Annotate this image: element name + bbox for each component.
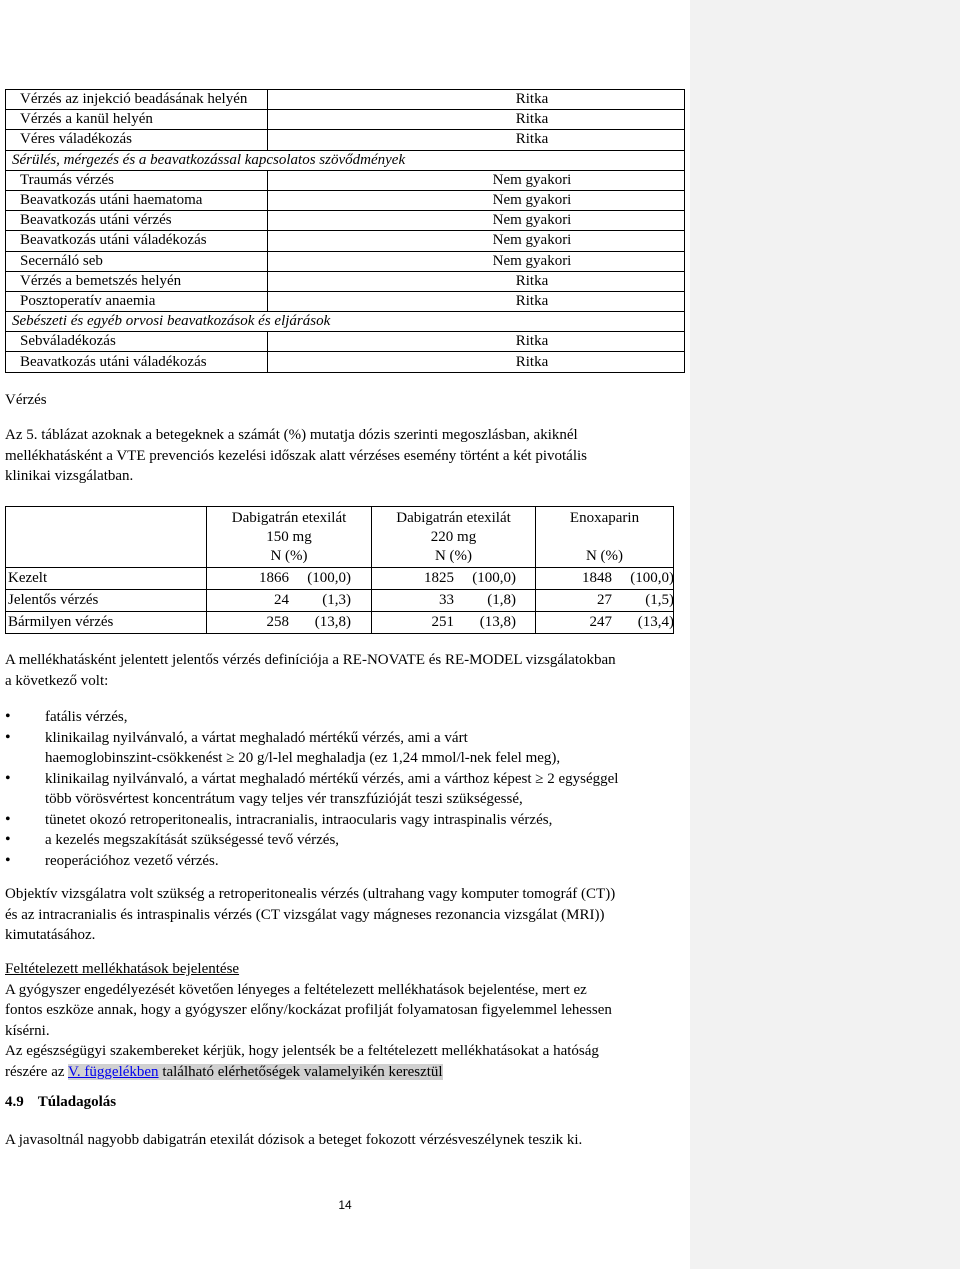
count-value: 1825 (424, 570, 454, 586)
table-row (6, 612, 674, 634)
list-item-line: • a kezelés megszakítását szükségessé tevő vérzés, (45, 832, 340, 848)
appendix-v-link[interactable]: V. függelékben (68, 1063, 159, 1080)
section-number: 4.9 (5, 1094, 24, 1110)
list-item (5, 728, 705, 769)
frequency-cell: Nem gyakori (268, 231, 685, 251)
table-row (6, 352, 685, 372)
count-value: 27 (597, 592, 612, 608)
list-item-line: • fatális vérzés, (45, 709, 128, 725)
objective-line: kimutatásához. (5, 927, 96, 943)
count-value: 1866 (259, 570, 289, 586)
value-cell (207, 612, 372, 634)
frequency-cell: Ritka (268, 332, 685, 352)
list-item (5, 851, 705, 872)
table-row (6, 291, 685, 311)
empty-header-cell (6, 507, 207, 568)
term-cell: Beavatkozás utáni haematoma (6, 190, 268, 210)
table-row (6, 110, 685, 130)
highlighted-text: található elérhetőségek valamelyikén keresztül (158, 1063, 443, 1080)
overdose-paragraph: A javasoltnál nagyobb dabigatrán etexilát dózisok a beteget fokozott vérzésveszélynek teszik ki. (5, 1132, 583, 1148)
intro-line: Az 5. táblázat azoknak a betegeknek a számát (%) mutatja dózis szerinti megoszlásban, akiknél (5, 427, 578, 443)
value-cell (207, 590, 372, 612)
section-title: Túladagolás (37, 1094, 117, 1110)
frequency-cell: Ritka (268, 271, 685, 291)
value-cell (372, 590, 536, 612)
row-label: Bármilyen vérzés (6, 612, 207, 634)
frequency-cell: Ritka (268, 110, 685, 130)
frequency-cell: Ritka (268, 291, 685, 311)
table-header-row (6, 507, 674, 568)
percent-value: (13,8) (479, 614, 516, 630)
value-cell (536, 590, 674, 612)
list-item (5, 810, 705, 831)
term-cell: Beavatkozás utáni vérzés (6, 211, 268, 231)
definition-line: a következő volt: (5, 672, 109, 689)
table-row (6, 332, 685, 352)
term-cell: Traumás vérzés (6, 170, 268, 190)
frequency-cell: Nem gyakori (268, 251, 685, 271)
term-cell: Secernáló seb (6, 251, 268, 271)
count-value: 251 (431, 614, 454, 630)
count-value: 258 (266, 614, 289, 630)
table-row (6, 130, 685, 150)
reporting-line: fontos eszköze annak, hogy a gyógyszer előny/kockázat profilját folyamatosan figyelemmel lehessen (5, 1002, 612, 1018)
reporting-section (5, 959, 695, 1082)
row-label: Kezelt (6, 568, 207, 590)
term-cell: Vérzés a bemetszés helyén (6, 271, 268, 291)
value-cell (372, 612, 536, 634)
intro-line: klinikai vizsgálatban. (5, 468, 134, 484)
term-cell: Vérzés a kanül helyén (6, 110, 268, 130)
term-cell: Beavatkozás utáni váladékozás (6, 352, 268, 372)
adverse-reactions-table (5, 89, 685, 373)
frequency-cell: Ritka (268, 130, 685, 150)
list-item-line: • reoperációhoz vezető vérzés. (45, 852, 219, 869)
objective-line: és az intracranialis és intraspinalis vérzés (CT vizsgálat vagy mágneses rezonancia vizsgálat (MRI)) (5, 906, 605, 923)
list-item (5, 769, 705, 810)
table-row (6, 231, 685, 251)
value-cell (536, 612, 674, 634)
bleeding-criteria-list (5, 707, 705, 871)
percent-value: (1,3) (322, 592, 351, 608)
table-row (6, 590, 674, 612)
table-row (6, 170, 685, 190)
list-item-line: • klinikailag nyilvánvaló, a vártat meghaladó mértékű vérzés, ami a várt (45, 729, 468, 746)
value-cell (536, 568, 674, 590)
comment-margin (690, 0, 960, 1269)
table-row (6, 190, 685, 210)
row-label: Jelentős vérzés (6, 590, 207, 612)
percent-value: (1,8) (487, 592, 516, 608)
table-row (6, 312, 685, 332)
reporting-heading: Feltételezett mellékhatások bejelentése (5, 961, 240, 977)
section-label-bleeding: Vérzés (5, 392, 47, 408)
objective-paragraph (5, 884, 695, 946)
table-row (6, 150, 685, 170)
term-cell: Beavatkozás utáni váladékozás (6, 231, 268, 251)
table-row (6, 211, 685, 231)
term-cell: Vérzés az injekció beadásának helyén (6, 90, 268, 110)
table-row (6, 568, 674, 590)
reporting-line: Az egészségügyi szakembereket kérjük, hogy jelentsék be a feltételezett mellékhatásokat a hatóság (5, 1043, 599, 1059)
value-cell (207, 568, 372, 590)
percent-value: (100,0) (307, 570, 351, 586)
list-item (5, 830, 705, 851)
list-item-line: haemoglobinszint-csökkenést ≥ 20 g/l-lel meghaladja (ez 1,24 mmol/l-nek felel meg), (45, 750, 561, 766)
frequency-cell: Nem gyakori (268, 211, 685, 231)
frequency-cell: Ritka (268, 90, 685, 110)
column-header-dabigatran-220: Dabigatrán etexilát 220 mg N (%) (372, 507, 536, 568)
intro-paragraph (5, 425, 685, 487)
frequency-cell: Ritka (268, 352, 685, 372)
frequency-cell: Nem gyakori (268, 190, 685, 210)
count-value: 33 (439, 592, 454, 608)
bleeding-events-table (5, 506, 674, 634)
frequency-cell: Nem gyakori (268, 170, 685, 190)
section-heading-4-9 (5, 1094, 116, 1111)
percent-value: (100,0) (472, 570, 516, 586)
percent-value: (100,0) (630, 570, 674, 586)
percent-value: (13,4) (637, 614, 674, 630)
percent-value: (13,8) (314, 614, 351, 630)
count-value: 1848 (582, 570, 612, 586)
value-cell (372, 568, 536, 590)
reporting-line-last: részére az V. függelékben található elérhetőségek valamelyikén keresztül (5, 1063, 443, 1080)
term-cell: Véres váladékozás (6, 130, 268, 150)
list-item-line: • tünetet okozó retroperitonealis, intracranialis, intraocularis vagy intraspinalis vérzés, (45, 811, 553, 828)
intro-line: mellékhatásként a VTE prevenciós kezelési időszak alatt vérzéses esemény történt a két pivotális (5, 447, 588, 464)
reporting-line: kísérni. (5, 1022, 50, 1039)
definition-line: A mellékhatásként jelentett jelentős vérzés definíciója a RE-NOVATE és RE-MODEL vizsgálatokban (5, 652, 616, 668)
term-cell: Posztoperatív anaemia (6, 291, 268, 311)
list-item (5, 707, 705, 728)
column-header-enoxaparin: Enoxaparin N (%) (536, 507, 674, 568)
soc-heading: Sérülés, mérgezés és a beavatkozással kapcsolatos szövődmények (6, 150, 685, 170)
count-value: 24 (274, 592, 289, 608)
table-row (6, 90, 685, 110)
page-number: 14 (338, 1198, 352, 1212)
list-item-line: • klinikailag nyilvánvaló, a vártat meghaladó mértékű vérzés, ami a várthoz képest ≥ 2 egységgel (45, 770, 619, 787)
definition-paragraph (5, 650, 695, 691)
list-item-line: több vörösvértest koncentrátum vagy teljes vér transzfúzióját teszi szükségessé, (45, 791, 523, 807)
table-row (6, 271, 685, 291)
reporting-line: A gyógyszer engedélyezését követően lényeges a feltételezett mellékhatások bejelentése, mert ez (5, 981, 587, 998)
table-row (6, 251, 685, 271)
count-value: 247 (589, 614, 612, 630)
column-header-dabigatran-150: Dabigatrán etexilát 150 mg N (%) (207, 507, 372, 568)
soc-heading: Sebészeti és egyéb orvosi beavatkozások és eljárások (6, 312, 685, 332)
term-cell: Sebváladékozás (6, 332, 268, 352)
percent-value: (1,5) (645, 592, 674, 608)
objective-line: Objektív vizsgálatra volt szükség a retroperitonealis vérzés (ultrahang vagy komputer tomográf (CT)) (5, 886, 616, 902)
